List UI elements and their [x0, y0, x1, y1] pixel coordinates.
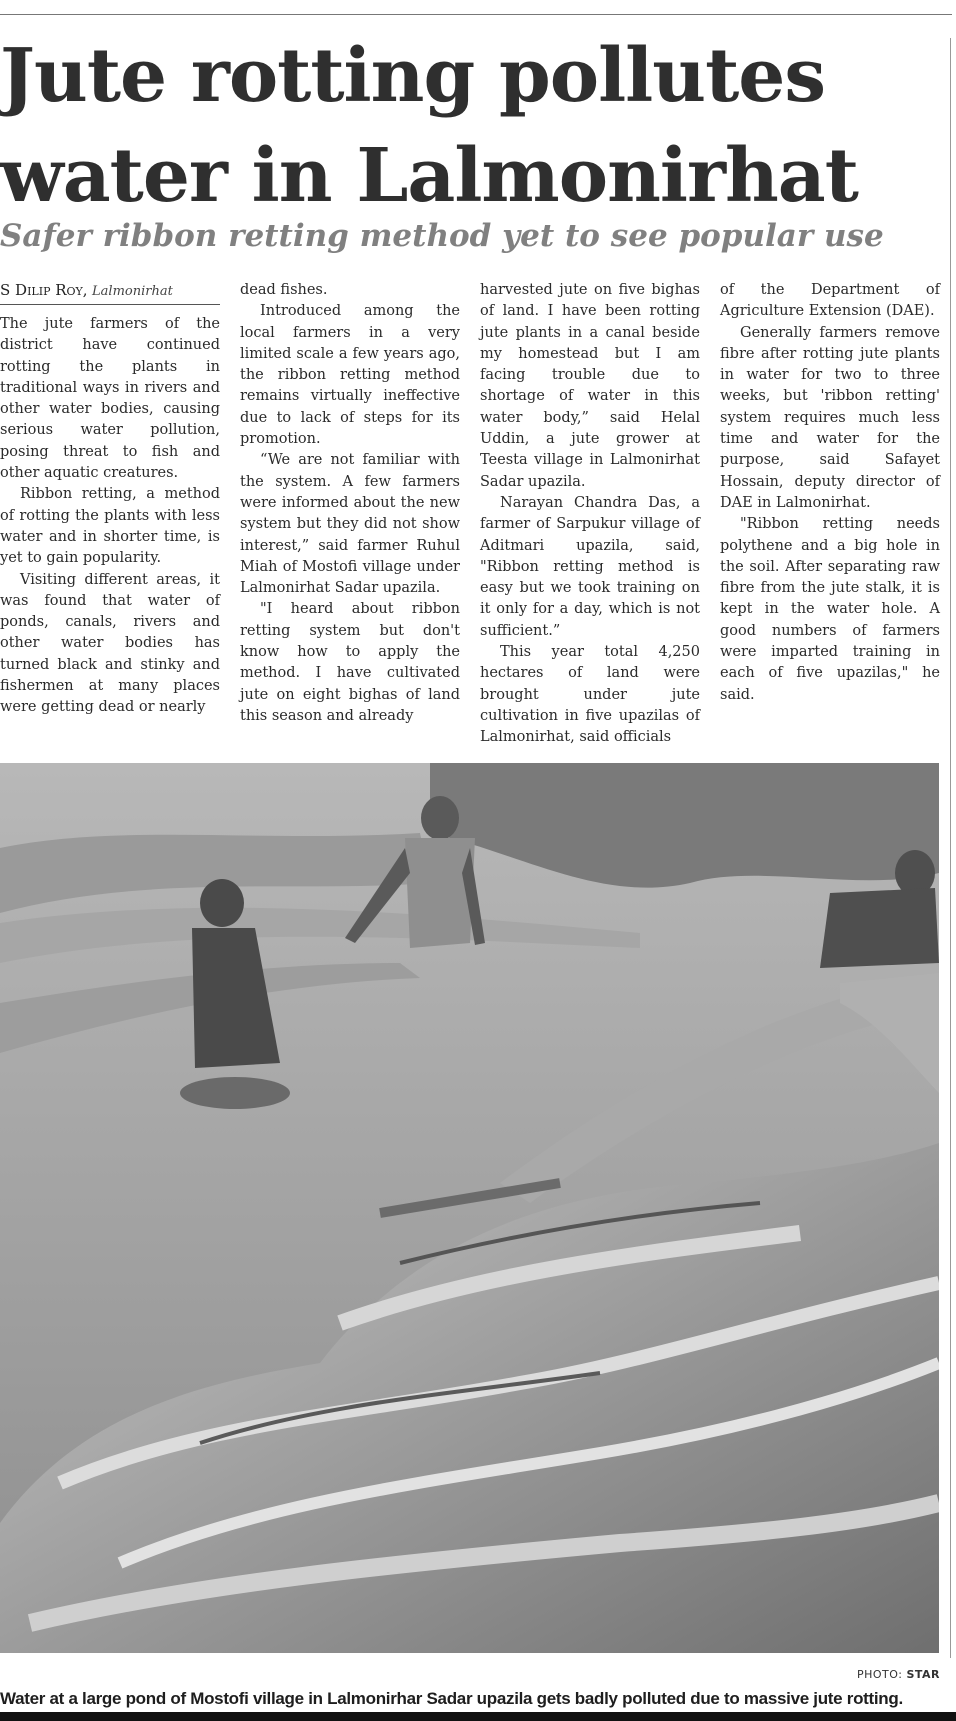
article-paragraph: This year total 4,250 hectares of land were brought under jute cultivation in five upazilas of Lalmonirhat, said officials — [480, 644, 700, 746]
top-page-strip — [0, 0, 952, 6]
article-paragraph: Visiting different areas, it was found that water of ponds, canals, rivers and other water bodies has turned black and stinky and fishermen at many places were getting dead or nearly — [0, 571, 220, 716]
article-paragraph: Introduced among the local farmers in a very limited scale a few years ago, the ribbon retting method remains virtually ineffective due to lack of steps for its promotion. — [240, 303, 460, 448]
top-divider — [0, 14, 952, 15]
article-paragraph: dead fishes. — [240, 282, 328, 298]
article-paragraph: The jute farmers of the district have continued rotting the plants in traditional ways in rivers and other water bodies, causing serious water pollution, posing threat to fish and other aquatic creatures. — [0, 316, 220, 482]
headline: Jute rotting pollutes water in Lalmonirhat — [0, 33, 858, 219]
photo-credit — [857, 1668, 940, 1681]
article-paragraph: Ribbon retting, a method of rotting the plants with less water and in shorter time, is yet to gain popularity. — [0, 486, 220, 567]
article-column-1 — [0, 314, 220, 719]
article-column-4 — [720, 280, 940, 706]
article-paragraph: Narayan Chandra Das, a farmer of Sarpukur village of Aditmari upazila, said, "Ribbon retting method is easy but we took training on it only for a day, which is not sufficient.” — [480, 494, 700, 639]
byline — [0, 280, 220, 302]
photo-caption: Water at a large pond of Mostofi village in Lalmonirhar Sadar upazila gets badly polluted due to massive jute rotting. — [0, 1689, 903, 1708]
article-paragraph: “We are not familiar with the system. A few farmers were informed about the new system but they did not show interest,” said farmer Ruhul Miah of Mostofi village under Lalmonirhat Sadar upazila. — [240, 452, 460, 597]
article-paragraph: "I heard about ribbon retting system but don't know how to apply the method. I have cultivated jute on eight bighas of land this season and already — [240, 601, 460, 724]
byline-location: Lalmonirhat — [92, 284, 173, 299]
article-paragraph: of the Department of Agriculture Extension (DAE). — [720, 282, 940, 320]
article-column-2 — [240, 280, 460, 727]
news-photo — [0, 763, 939, 1653]
subheadline: Safer ribbon retting method yet to see popular use — [0, 218, 884, 254]
bottom-bar — [0, 1712, 956, 1721]
photo-credit-prefix: PHOTO: — [856, 1668, 903, 1681]
photo-credit-source: STAR — [906, 1668, 940, 1681]
article-paragraph: Generally farmers remove fibre after rotting jute plants in water for two to three weeks, but 'ribbon retting' system requires much less time and water for the purpose, said Safayet Hossain, deputy director of DAE in Lalmonirhat. — [720, 324, 940, 511]
article-paragraph: harvested jute on five bighas of land. I have been rotting jute plants in a canal beside my homestead but I am facing trouble due to shortage of water in this water body,” said Helal Uddin, a jute grower at Teesta village in Lalmonirhat Sadar upazila. — [480, 282, 700, 490]
article-column-3 — [480, 280, 700, 749]
byline-author: S Dilip Roy, — [0, 281, 88, 299]
column-divider-right — [950, 38, 951, 1658]
article-paragraph: "Ribbon retting needs polythene and a big hole in the soil. After separating raw fibre from the jute stalk, it is kept in the water hole. A good numbers of farmers were imparted training in each of five upazilas," he said. — [720, 516, 940, 703]
byline-divider — [0, 304, 220, 305]
